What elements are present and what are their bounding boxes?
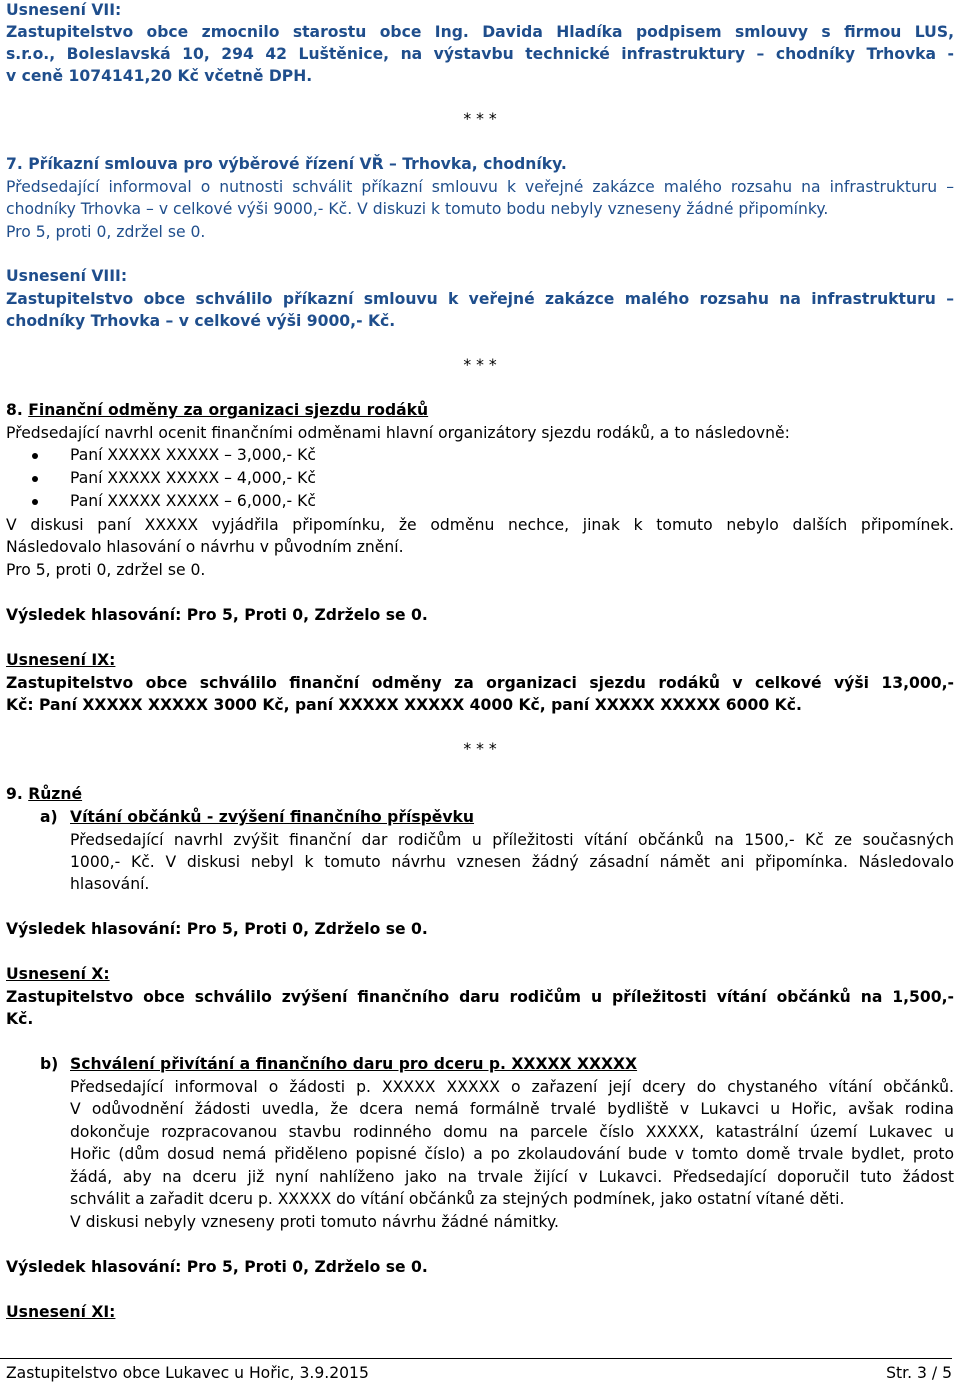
section-separator: * * * — [463, 740, 497, 758]
resolution-vii-line-3: v ceně 1074141,20 Kč včetně DPH. — [6, 67, 313, 85]
resolution-viii-line-1: Zastupitelstvo obce schválilo příkazní smlouvu k veřejné zakázce malého rozsahu na infrastrukturu – — [6, 290, 954, 308]
resolution-viii-heading: Usnesení VIII: — [6, 267, 128, 285]
item-9-title — [6, 783, 82, 805]
resolution-vii-line-1: Zastupitelstvo obce zmocnilo starostu obce Ing. Davida Hladíka podpisem smlouvy s firmou LUS, — [6, 23, 954, 41]
footer-divider — [0, 1358, 952, 1359]
bullet-marker — [32, 453, 38, 459]
item-8-discussion-line-3: Pro 5, proti 0, zdržel se 0. — [6, 561, 206, 579]
resolution-ix-line-2: Kč: Paní XXXXX XXXXX 3000 Kč, paní XXXXX XXXXX 4000 Kč, paní XXXXX XXXXX 6000 Kč. — [6, 696, 802, 714]
sub-b-vote-result: Výsledek hlasování: Pro 5, Proti 0, Zdrželo se 0. — [6, 1258, 428, 1276]
item-8-discussion-line-2: Následovalo hlasování o návrhu v původním znění. — [6, 538, 404, 556]
sub-b-letter: b) — [40, 1055, 59, 1073]
bullet-marker — [32, 476, 38, 482]
resolution-viii-line-2: chodníky Trhovka – v celkové výši 9000,- Kč. — [6, 312, 396, 330]
sub-a-body-line-3: hlasování. — [70, 875, 150, 893]
section-separator: * * * — [463, 356, 497, 374]
sub-a-body-line-1: Předsedající navrhl zvýšit finanční dar rodičům u příležitosti vítání občánků na 1500,- Kč ze současných — [70, 831, 954, 849]
item-8-discussion-line-1: V diskusi paní XXXXX vyjádřila připomínku, že odměnu nechce, jinak k tomuto nebylo dalších připomínek. — [6, 516, 954, 534]
resolution-xi-heading: Usnesení XI: — [6, 1303, 116, 1321]
item-7-body-line-2: chodníky Trhovka – v celkové výši 9000,- Kč. V diskuzi k tomuto bodu nebyly vzneseny žádné připomínky. — [6, 200, 829, 218]
section-separator: * * * — [463, 110, 497, 128]
item-9-title-text: Různé — [28, 785, 83, 803]
sub-a-vote-result: Výsledek hlasování: Pro 5, Proti 0, Zdrželo se 0. — [6, 920, 428, 938]
sub-b-body-line-4: Hořic (dům dosud nemá přiděleno popisné číslo) a po zkolaudování bude v tomto domě trvale bydlet, proto — [70, 1145, 954, 1163]
resolution-ix-heading: Usnesení IX: — [6, 651, 116, 669]
item-8-number: 8. — [6, 401, 29, 419]
resolution-x-heading: Usnesení X: — [6, 965, 110, 983]
sub-b-title: Schválení přivítání a finančního daru pro dceru p. XXXXX XXXXX — [70, 1055, 638, 1073]
item-8-title — [6, 399, 428, 421]
sub-a-body-line-2: 1000,- Kč. V diskusi nebyl k tomuto návrhu vznesen žádný zásadní námět ani připomínka. Následovalo — [70, 853, 954, 871]
bullet-item: Paní XXXXX XXXXX – 6,000,- Kč — [70, 492, 316, 510]
item-7-body-line-1: Předsedající informoval o nutnosti schválit příkazní smlouvu k veřejné zakázce malého rozsahu na infrastrukturu – — [6, 178, 954, 196]
sub-a-title: Vítání občánků - zvýšení finančního příspěvku — [70, 808, 475, 826]
bullet-marker — [32, 499, 38, 505]
bullet-item: Paní XXXXX XXXXX – 4,000,- Kč — [70, 469, 316, 487]
resolution-x-line-2: Kč. — [6, 1010, 34, 1028]
resolution-ix-line-1: Zastupitelstvo obce schválilo finanční odměny za organizaci sjezdu rodáků v celkové výši 13,000,- — [6, 674, 954, 692]
bullet-item: Paní XXXXX XXXXX – 3,000,- Kč — [70, 446, 316, 464]
resolution-x-line-1: Zastupitelstvo obce schválilo zvýšení finančního daru rodičům u příležitosti vítání občánků na 1,500,- — [6, 988, 954, 1006]
item-8-title-text: Finanční odměny za organizaci sjezdu rodáků — [28, 401, 429, 419]
footer-page-number: Str. 3 / 5 — [886, 1364, 952, 1382]
resolution-vii-heading: Usnesení VII: — [6, 1, 122, 19]
sub-b-body-line-7: V diskusi nebyly vzneseny proti tomuto návrhu žádné námitky. — [70, 1213, 559, 1231]
sub-b-body-line-1: Předsedající informoval o žádosti p. XXXXX XXXXX o zařazení její dcery do chystaného vítání občánků. — [70, 1078, 954, 1096]
item-8-intro: Předsedající navrhl ocenit finančními odměnami hlavní organizátory sjezdu rodáků, a to následovně: — [6, 424, 790, 442]
footer-document-title: Zastupitelstvo obce Lukavec u Hořic, 3.9.2015 — [6, 1364, 369, 1382]
item-7-title: 7. Příkazní smlouva pro výběrové řízení VŘ – Trhovka, chodníky. — [6, 155, 567, 173]
sub-b-body-line-2: V odůvodnění žádosti uvedla, že dcera nemá formálně trvalé bydliště v Lukavci u Hořic, avšak rodina — [70, 1100, 954, 1118]
sub-b-body-line-3: dokončuje rozpracovanou stavbu rodinného domu na parcele číslo XXXXX, katastrální území Lukavec u — [70, 1123, 954, 1141]
sub-a-letter: a) — [40, 808, 58, 826]
sub-b-body-line-5: žádá, aby na dceru již nyní nahlíženo jako na trvale žijící v Lukavci. Předsedající doporučil tuto žádost — [70, 1168, 954, 1186]
item-7-vote-line: Pro 5, proti 0, zdržel se 0. — [6, 223, 206, 241]
item-9-number: 9. — [6, 785, 29, 803]
item-8-vote-result: Výsledek hlasování: Pro 5, Proti 0, Zdrželo se 0. — [6, 606, 428, 624]
sub-b-body-line-6: schválit a zařadit dceru p. XXXXX do vítání občánků za stejných podmínek, jako ostatní vítané děti. — [70, 1190, 845, 1208]
resolution-vii-line-2: s.r.o., Boleslavská 10, 294 42 Luštěnice, na výstavbu technické infrastruktury – chodníky Trhovka - — [6, 45, 954, 63]
